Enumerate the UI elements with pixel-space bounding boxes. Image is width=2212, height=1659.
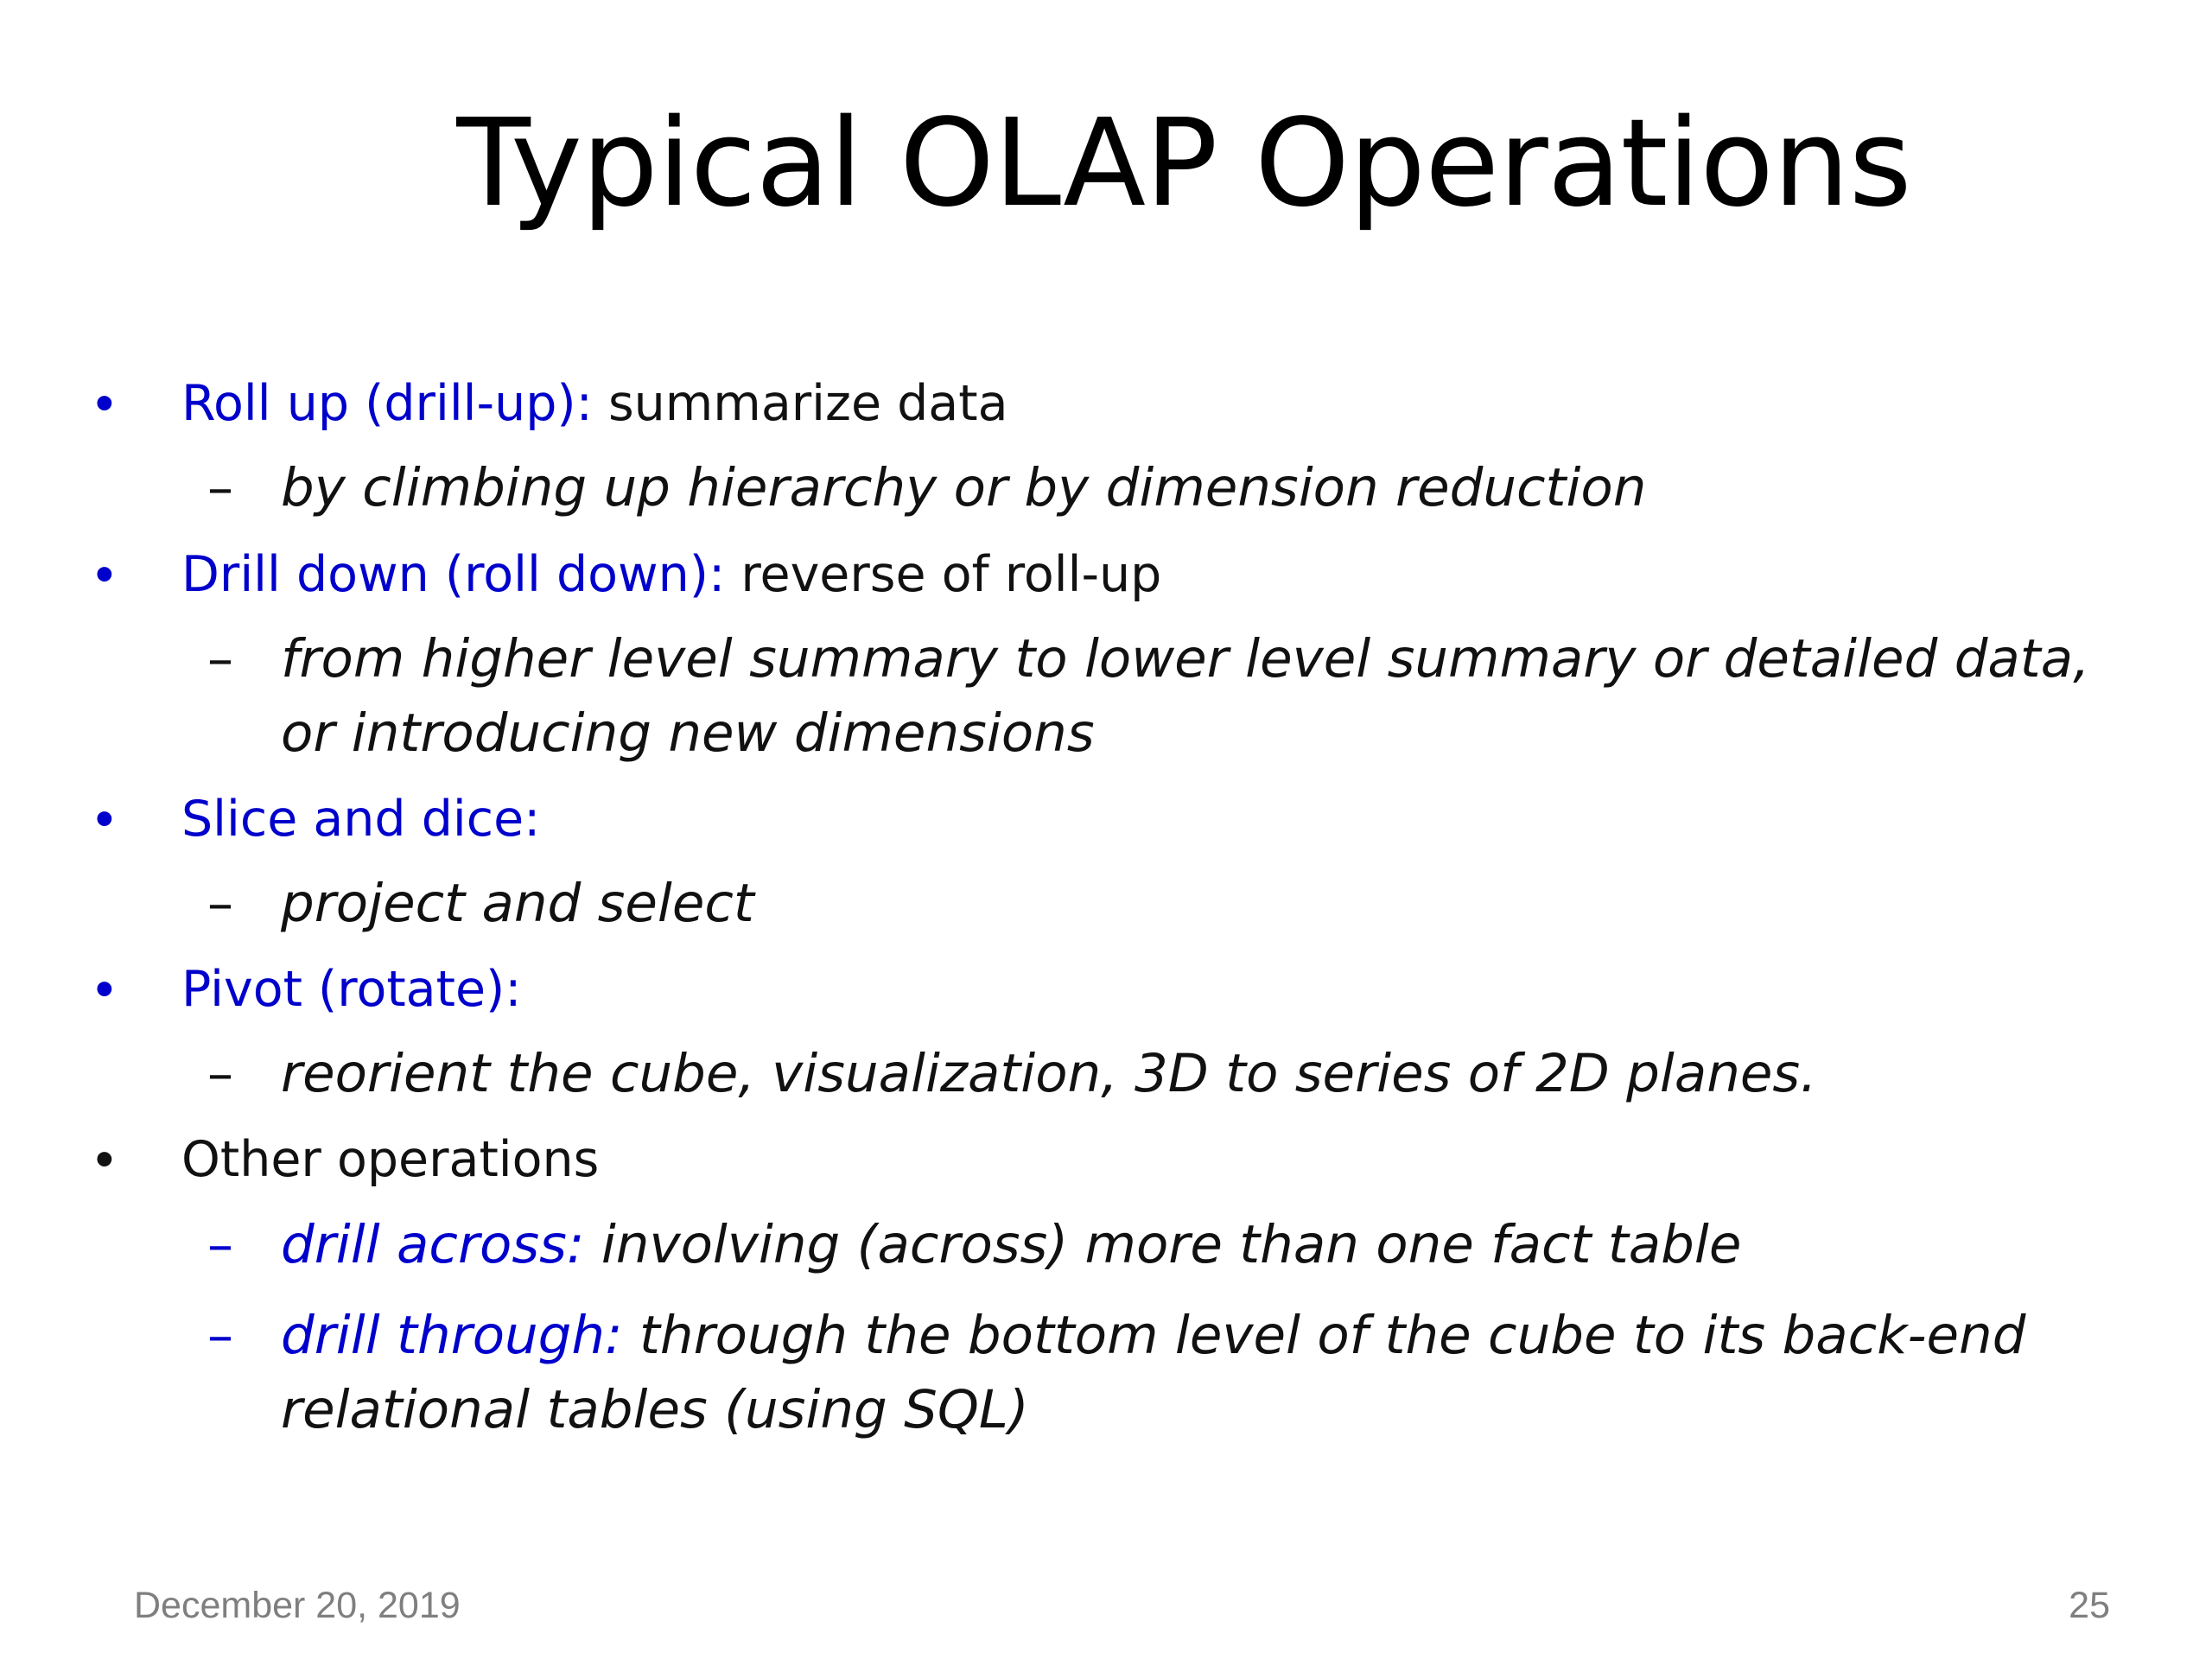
footer-date: December 20, 2019 <box>134 1585 461 1626</box>
bullet-description: summarize data <box>592 375 1008 432</box>
sub-item-text <box>281 1299 2139 1447</box>
sub-item-term: drill through: <box>281 1305 623 1366</box>
bullet-term: Pivot (rotate): <box>181 961 522 1018</box>
dash-icon: – <box>207 1306 233 1366</box>
bullet-icon: • <box>95 789 114 849</box>
dash-icon: – <box>207 1044 233 1104</box>
slide-title: Typical OLAP Operations <box>456 93 1911 234</box>
page-number: 25 <box>2069 1585 2110 1626</box>
sub-item-description: involving (across) more than one fact table <box>584 1214 1742 1275</box>
bullet-term: Slice and dice: <box>181 791 541 848</box>
sub-item-term: drill across: <box>281 1214 585 1275</box>
bullet-term: Roll up (drill-up): <box>181 375 593 432</box>
dash-icon: – <box>207 874 233 934</box>
bullet-icon: • <box>95 959 114 1019</box>
dash-icon: – <box>207 458 233 518</box>
bullet-icon: • <box>95 373 114 433</box>
dash-icon: – <box>207 1215 233 1275</box>
sub-item-text: reorient the cube, visualization, 3D to series of 2D planes. <box>281 1043 1817 1104</box>
sub-item-text: project and select <box>281 873 754 934</box>
sub-item-text: by climbing up hierarchy or by dimension reduction <box>281 457 1647 518</box>
dash-icon: – <box>207 629 233 690</box>
bullet-icon: • <box>95 544 114 604</box>
sub-item-text <box>281 1208 2139 1282</box>
bullet-text <box>181 544 1161 605</box>
bullet-term: Drill down (roll down): <box>181 546 726 603</box>
bullet-text <box>181 373 1008 434</box>
sub-item-text: from higher level summary to lower level summary or detailed data, or introducing new dimensions <box>281 628 2090 764</box>
bullet-icon: • <box>95 1129 114 1189</box>
sub-item-description: through the bottom level of the cube to its back-end relational tables (using SQL) <box>281 1305 2026 1440</box>
bullet-description: reverse of roll-up <box>725 546 1162 603</box>
bullet-label: Other operations <box>181 1131 600 1188</box>
